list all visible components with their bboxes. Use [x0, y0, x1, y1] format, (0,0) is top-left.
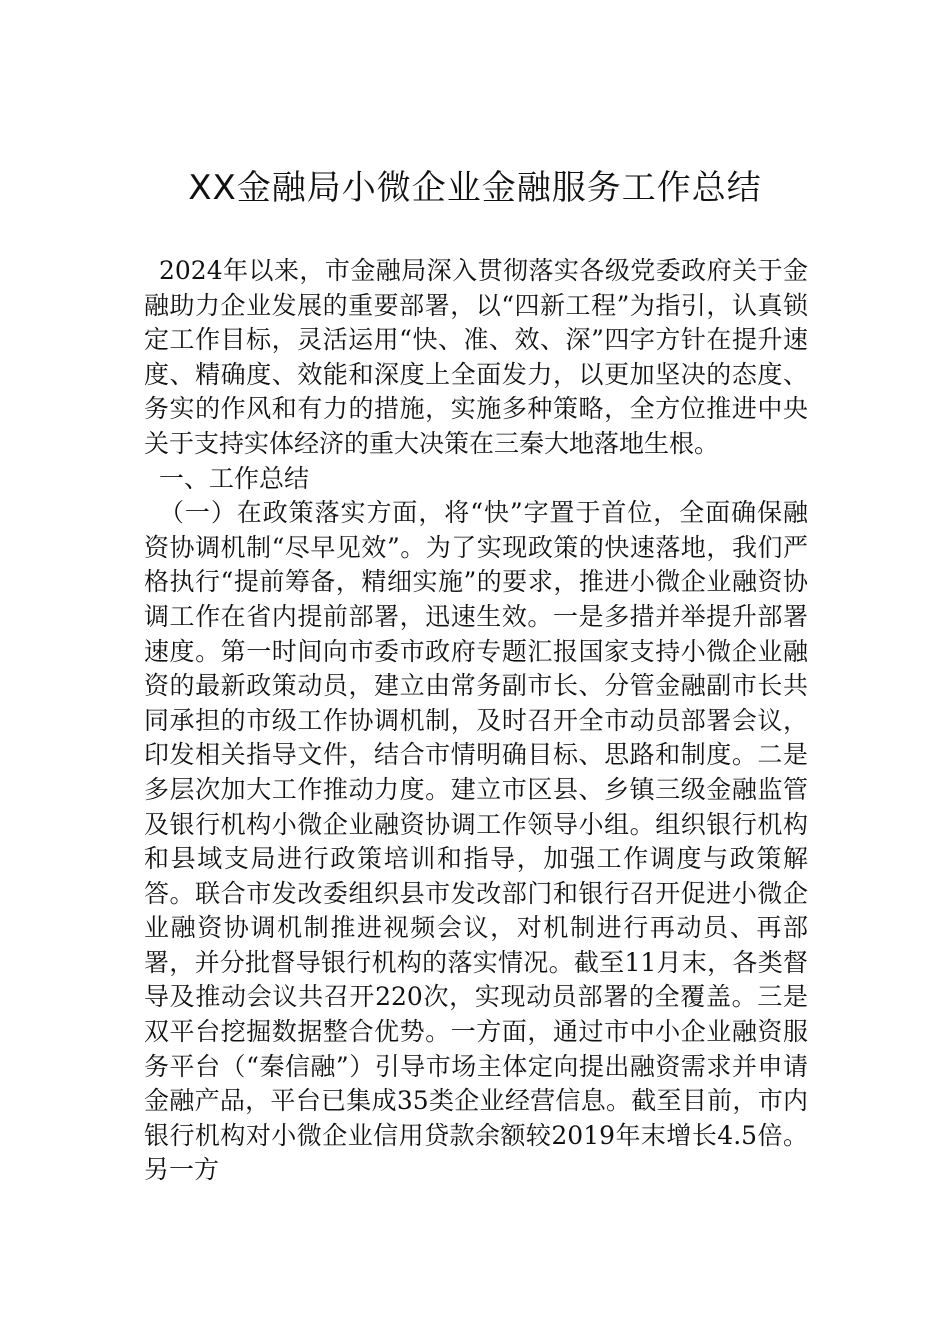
- document-body: [144, 254, 808, 1188]
- document-title: XX金融局小微企业金融服务工作总结: [188, 168, 762, 208]
- section-heading: 一、工作总结: [159, 463, 310, 493]
- body-paragraph: （一）在政策落实方面，将“快”字置于首位，全面确保融资协调机制“尽早见效”。为了实现政策的快速落地，我们严格执行“提前筹备，精细实施”的要求，推进小微企业融资协调工作在省内提前部署，迅速生效。一是多措并举提升部署速度。第一时间向市委市政府专题汇报国家支持小微企业融资的最新政策动员，建立由常务副市长、分管金融副市长共同承担的市级工作协调机制，及时召开全市动员部署会议，印发相关指导文件，结合市情明确目标、思路和制度。二是多层次加大工作推动力度。建立市区县、乡镇三级金融监管及银行机构小微企业融资协调工作领导小组。组织银行机构和县域支局进行政策培训和指导，加强工作调度与政策解答。联合市发改委组织县市发改部门和银行召开促进小微企业融资协调机制推进视频会议，对机制进行再动员、再部署，并分批督导银行机构的落实情况。截至11月末，各类督导及推动会议共召开220次，实现动员部署的全覆盖。三是双平台挖掘数据整合优势。一方面，通过市中小企业融资服务平台（“秦信融”）引导市场主体定向提出融资需求并申请金融产品，平台已集成35类企业经营信息。截至目前，市内银行机构对小微企业信用贷款余额较2019年末增长4.5倍。另一方: [144, 498, 808, 1185]
- intro-paragraph: 2024年以来，市金融局深入贯彻落实各级党委政府关于金融助力企业发展的重要部署，以“四新工程”为指引，认真锁定工作目标，灵活运用“快、准、效、深”四字方针在提升速度、精确度、效能和深度上全面发力，以更加坚决的态度、务实的作风和有力的措施，实施多种策略，全方位推进中央关于支持实体经济的重大决策在三秦大地落地生根。: [144, 256, 808, 458]
